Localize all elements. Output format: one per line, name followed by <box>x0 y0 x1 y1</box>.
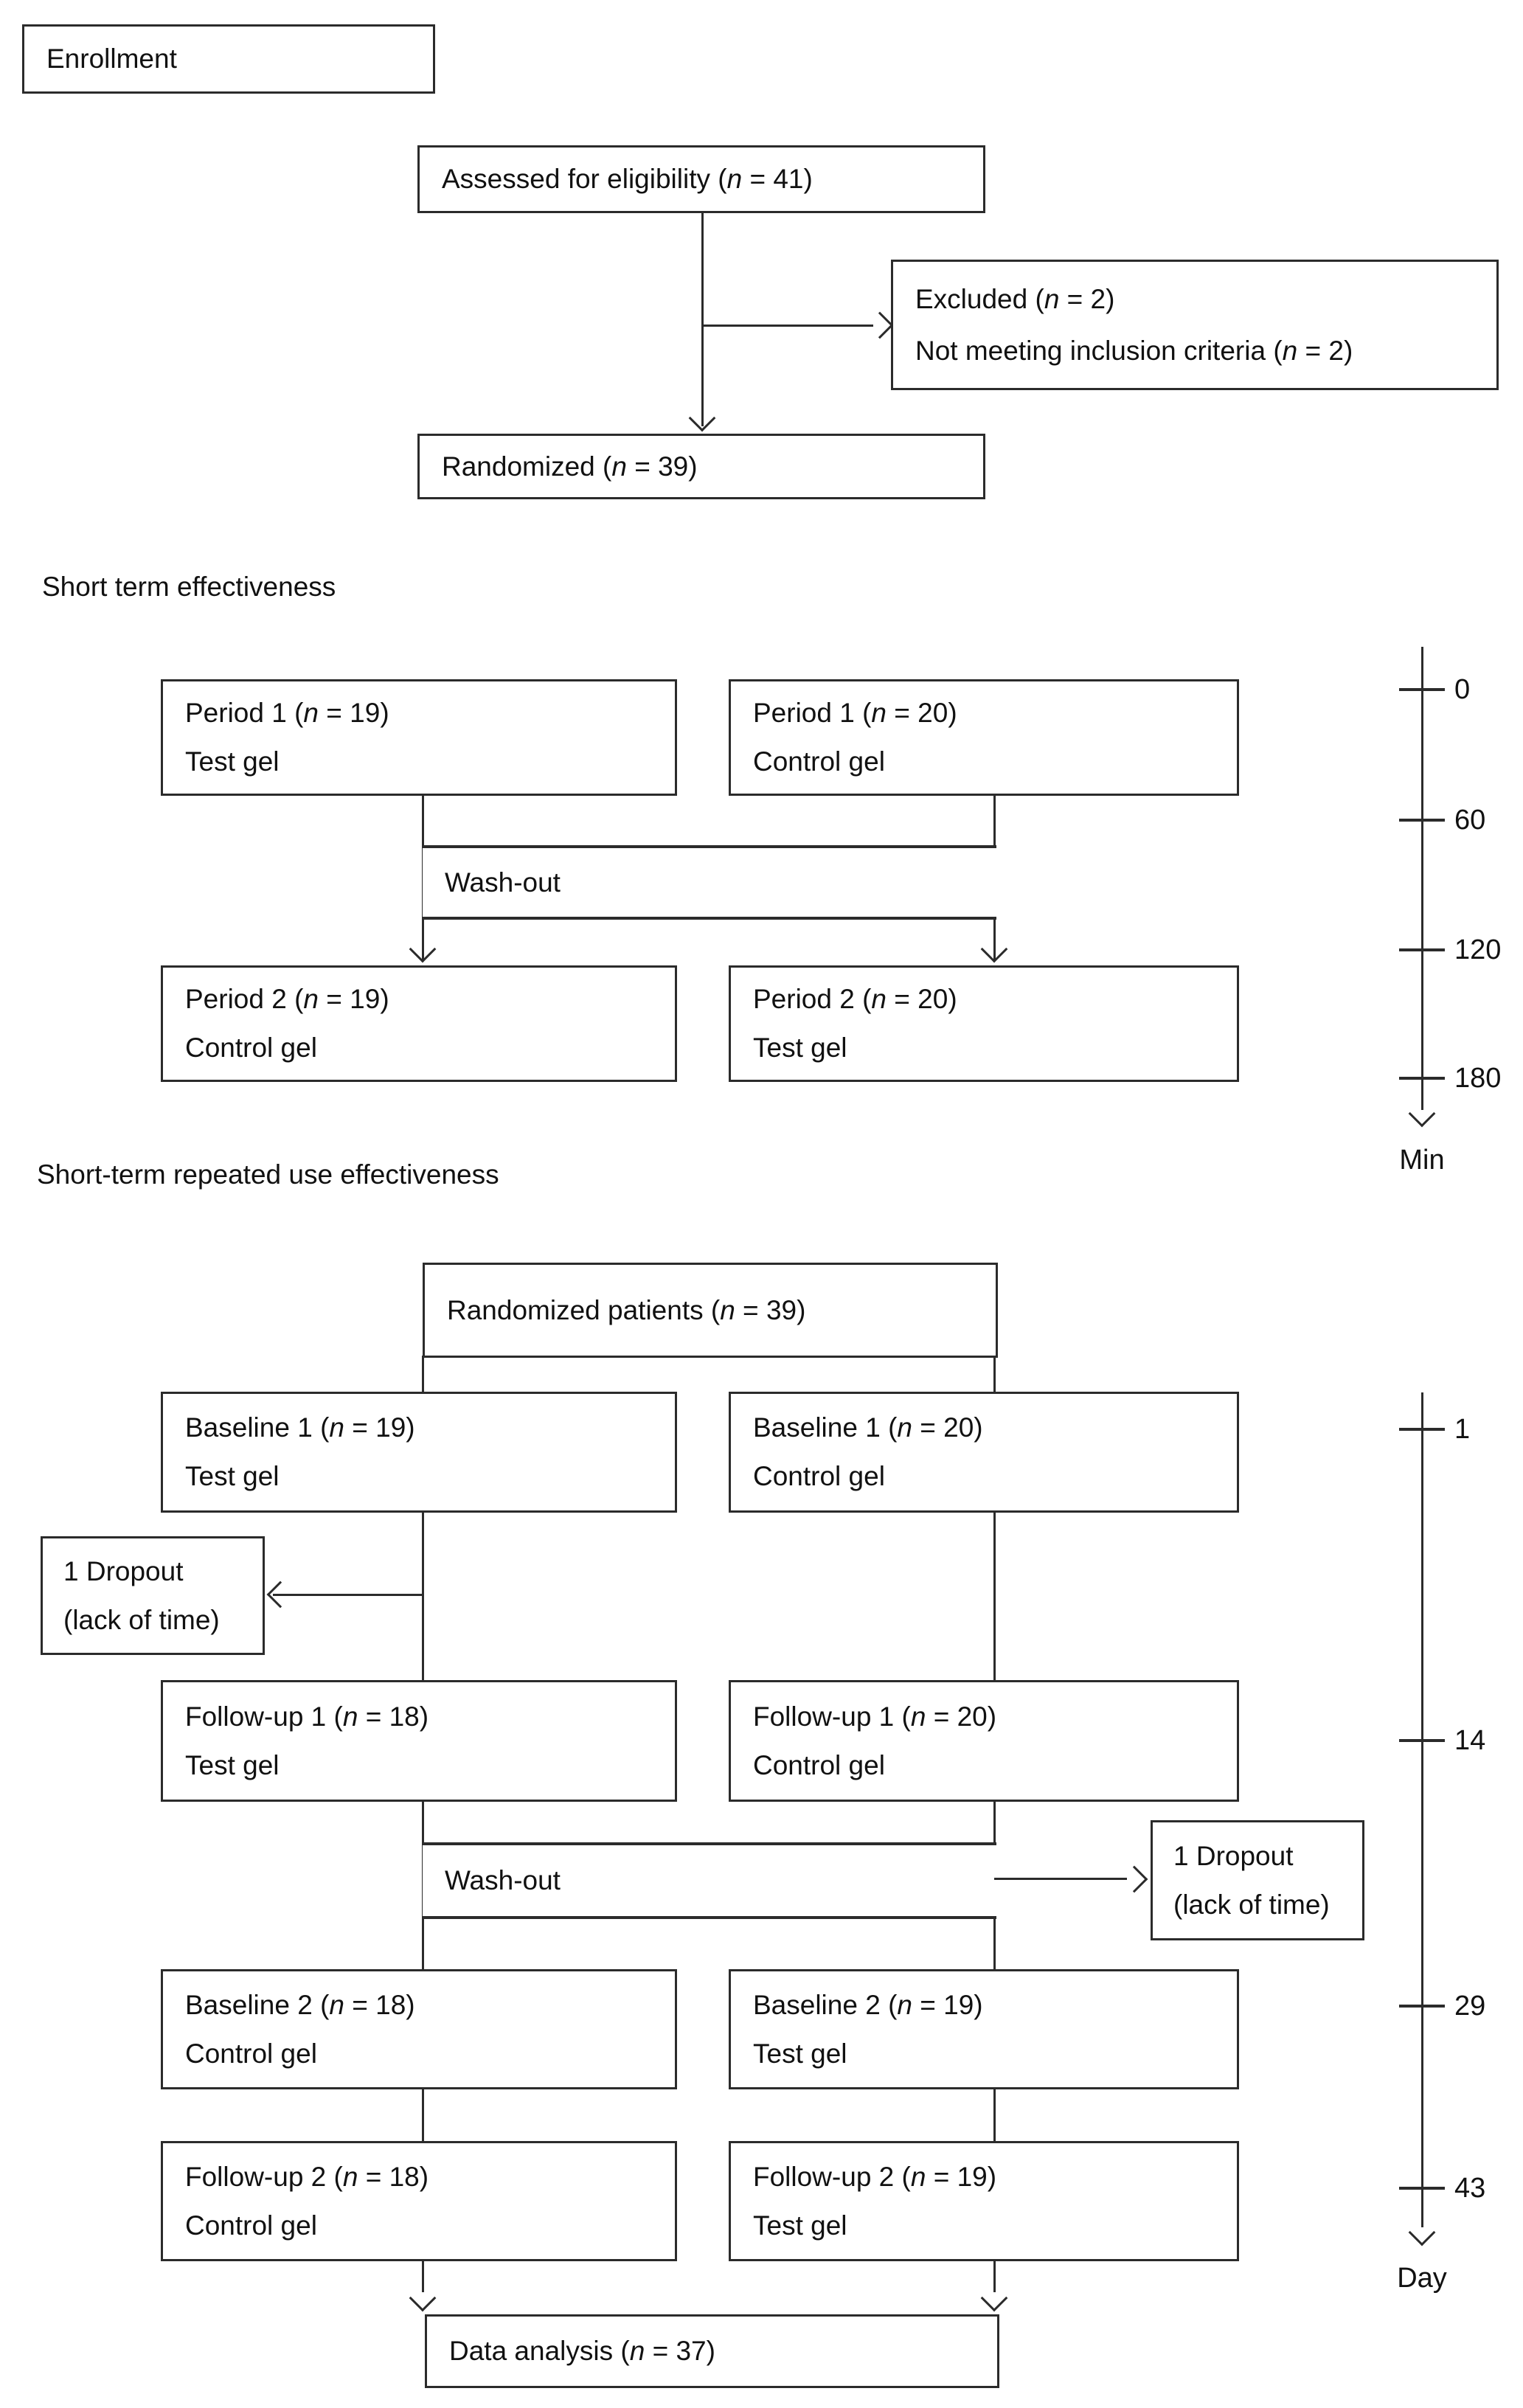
followup2-test-line1: Follow-up 2 (n = 19) <box>753 2161 997 2192</box>
node-dropout-2 <box>1151 1820 1364 1940</box>
connector-excluded-branch <box>702 325 873 327</box>
followup2-control-line1: Follow-up 2 (n = 18) <box>185 2161 429 2192</box>
arrowhead-into-dropout1 <box>267 1581 294 1609</box>
baseline1-control-line2: Control gel <box>753 1461 885 1491</box>
tick-label-min-60: 60 <box>1454 805 1486 836</box>
tick-day-1 <box>1399 1428 1445 1431</box>
washout2-label: Wash-out <box>445 1865 561 1895</box>
dropout2-line2: (lack of time) <box>1173 1889 1330 1920</box>
tick-min-60 <box>1399 819 1445 822</box>
tick-label-day-1: 1 <box>1454 1414 1471 1445</box>
connector-baseline2-followup2-right <box>993 2087 996 2142</box>
timeline-days-axis <box>1421 1392 1423 2227</box>
arrowhead-into-excluded <box>867 312 894 339</box>
tick-day-14 <box>1399 1739 1445 1742</box>
node-excluded <box>891 260 1499 390</box>
connector-dropout1-branch <box>273 1594 423 1596</box>
baseline1-test-line2: Test gel <box>185 1461 280 1491</box>
section-heading-repeated-use: Short-term repeated use effectiveness <box>37 1159 499 1190</box>
baseline2-control-line1: Baseline 2 (n = 18) <box>185 1989 415 2020</box>
baseline1-test-line1: Baseline 1 (n = 19) <box>185 1412 415 1443</box>
tick-min-180 <box>1399 1077 1445 1080</box>
node-followup2-test <box>729 2141 1239 2261</box>
randomized-patients-label: Randomized patients (n = 39) <box>447 1294 806 1325</box>
connector-baseline1-followup1-right <box>993 1510 996 1682</box>
tick-min-120 <box>1399 948 1445 951</box>
timeline-days-unit: Day <box>1397 2263 1447 2294</box>
tick-day-43 <box>1399 2187 1445 2190</box>
enrollment-label: Enrollment <box>46 44 177 74</box>
period1-test-line1: Period 1 (n = 19) <box>185 698 389 728</box>
node-period1-control <box>729 679 1239 796</box>
connector-randpatients-baseline1-right <box>993 1356 996 1394</box>
followup2-control-line2: Control gel <box>185 2210 317 2241</box>
randomized-label: Randomized (n = 39) <box>442 451 698 482</box>
connector-baseline1-followup1-left <box>422 1510 424 1682</box>
arrowhead-into-data-left <box>409 2285 437 2312</box>
tick-min-0 <box>1399 688 1445 691</box>
timeline-days-arrowhead <box>1409 2219 1436 2246</box>
node-followup1-control <box>729 1680 1239 1802</box>
arrowhead-into-period2-right <box>981 936 1008 963</box>
period1-control-line1: Period 1 (n = 20) <box>753 698 957 728</box>
dropout1-line1: 1 Dropout <box>63 1555 184 1586</box>
period2-control-line1: Period 2 (n = 19) <box>185 984 389 1014</box>
tick-label-min-120: 120 <box>1454 934 1502 965</box>
followup2-test-line2: Test gel <box>753 2210 847 2241</box>
tick-label-day-43: 43 <box>1454 2173 1486 2204</box>
connector-baseline2-followup2-left <box>422 2087 424 2142</box>
excluded-line1: Excluded (n = 2) <box>915 283 1115 314</box>
excluded-line2: Not meeting inclusion criteria (n = 2) <box>915 335 1353 366</box>
period1-control-line2: Control gel <box>753 746 885 777</box>
connector-assessed-randomized <box>701 212 704 426</box>
timeline-minutes-unit: Min <box>1399 1145 1445 1176</box>
node-baseline1-control <box>729 1392 1239 1513</box>
arrowhead-into-period2-left <box>409 936 437 963</box>
band-washout-1 <box>423 845 996 920</box>
band-washout-2 <box>423 1842 996 1919</box>
followup1-control-line2: Control gel <box>753 1749 885 1780</box>
data-analysis-label: Data analysis (n = 37) <box>449 2336 715 2366</box>
node-randomized-patients <box>423 1263 998 1358</box>
node-data-analysis <box>425 2314 999 2388</box>
period2-test-line2: Test gel <box>753 1033 847 1063</box>
baseline1-control-line1: Baseline 1 (n = 20) <box>753 1412 983 1443</box>
node-period1-test <box>161 679 677 796</box>
tick-label-day-29: 29 <box>1454 1991 1486 2022</box>
baseline2-control-line2: Control gel <box>185 2038 317 2069</box>
node-followup1-test <box>161 1680 677 1802</box>
baseline2-test-line1: Baseline 2 (n = 19) <box>753 1989 983 2020</box>
node-followup2-control <box>161 2141 677 2261</box>
arrowhead-into-randomized <box>689 405 716 432</box>
followup1-control-line1: Follow-up 1 (n = 20) <box>753 1701 997 1732</box>
period2-control-line2: Control gel <box>185 1033 317 1063</box>
node-period2-test <box>729 965 1239 1082</box>
period1-test-line2: Test gel <box>185 746 280 777</box>
node-baseline2-control <box>161 1969 677 2089</box>
timeline-minutes-axis <box>1421 647 1423 1110</box>
connector-dropout2-branch <box>994 1878 1127 1880</box>
timeline-minutes-arrowhead <box>1409 1100 1436 1128</box>
period2-test-line1: Period 2 (n = 20) <box>753 984 957 1014</box>
node-assessed <box>417 145 985 213</box>
node-period2-control <box>161 965 677 1082</box>
tick-label-min-0: 0 <box>1454 674 1471 705</box>
followup1-test-line1: Follow-up 1 (n = 18) <box>185 1701 429 1732</box>
baseline2-test-line2: Test gel <box>753 2038 847 2069</box>
node-enrollment <box>22 24 435 94</box>
section-heading-short-term: Short term effectiveness <box>42 572 336 602</box>
tick-day-29 <box>1399 2005 1445 2008</box>
node-baseline1-test <box>161 1392 677 1513</box>
assessed-label: Assessed for eligibility (n = 41) <box>442 164 813 194</box>
node-baseline2-test <box>729 1969 1239 2089</box>
arrowhead-into-dropout2 <box>1121 1866 1148 1893</box>
tick-label-day-14: 14 <box>1454 1725 1486 1756</box>
followup1-test-line2: Test gel <box>185 1749 280 1780</box>
arrowhead-into-data-right <box>981 2285 1008 2312</box>
node-dropout-1 <box>41 1536 265 1655</box>
connector-randpatients-baseline1-left <box>422 1356 424 1394</box>
tick-label-min-180: 180 <box>1454 1063 1502 1094</box>
dropout2-line1: 1 Dropout <box>1173 1840 1294 1871</box>
dropout1-line2: (lack of time) <box>63 1604 220 1635</box>
node-randomized <box>417 434 985 499</box>
washout1-label: Wash-out <box>445 867 561 898</box>
